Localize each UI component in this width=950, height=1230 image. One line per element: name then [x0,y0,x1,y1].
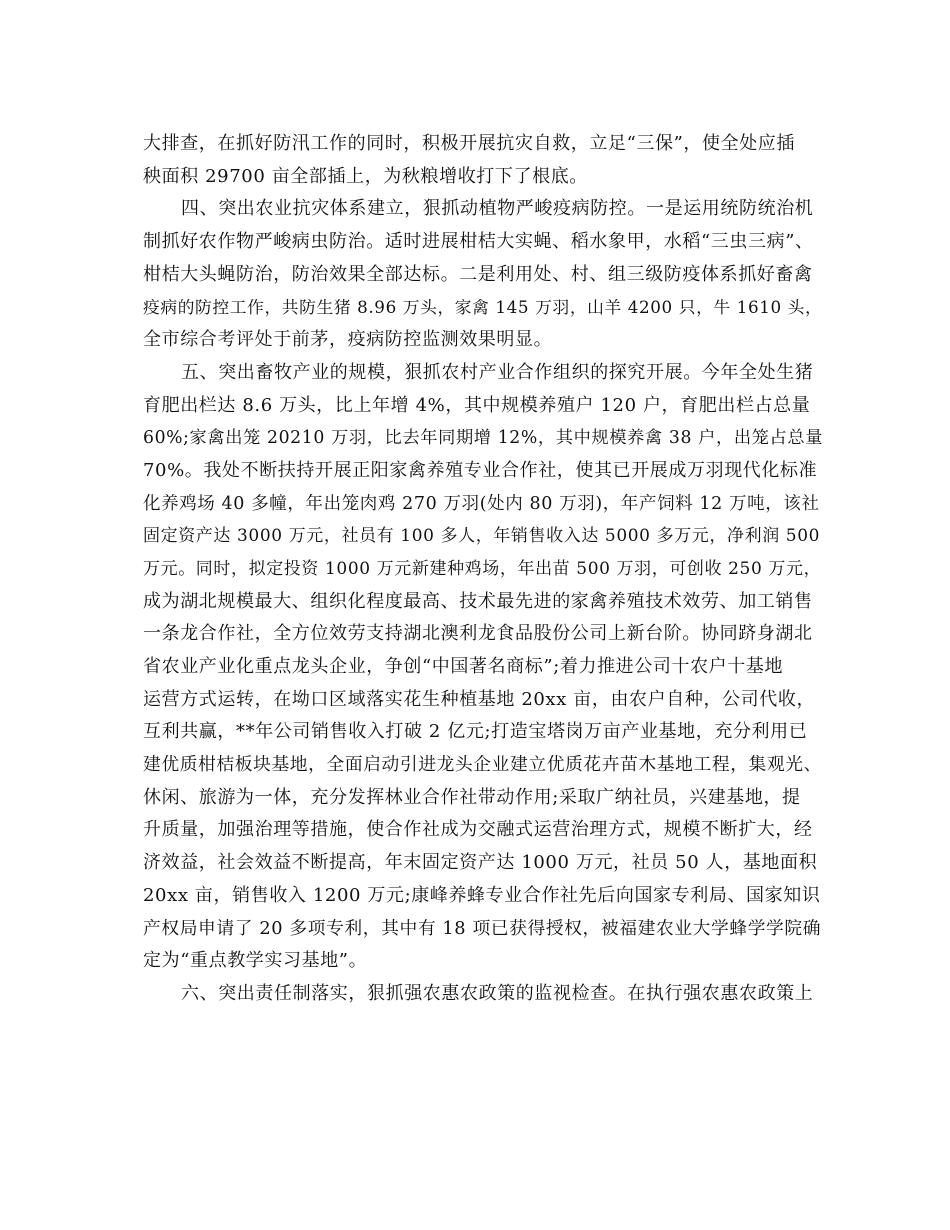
paragraph-start-line: 四、突出农业抗灾体系建立，狠抓动植物严峻疫病防控。一是运用统防统治机 [181,198,814,220]
text-line: 济效益，社会效益不断提高，年末固定资产达 1000 万元，社员 50 人，基地面积 [143,852,818,874]
text-line: 20xx 亩，销售收入 1200 万元;康峰养蜂专业合作社先后向国家专利局、国家知识 [143,884,821,906]
text-line: 固定资产达 3000 万元，社员有 100 多人，年销售收入达 5000 多万元，净利润 500 [143,526,821,547]
text-line: 全市综合考评处于前茅，疫病防控监测效果明显。 [143,329,553,351]
text-line: 万元。同时，拟定投资 1000 万元新建种鸡场，年出苗 500 万羽，可创收 250 万元， [143,558,822,579]
text-line: 成为湖北规模最大、组织化程度最高、技术最先进的家禽养殖技术效劳、加工销售 [143,590,813,612]
text-line: 运营方式运转，在坳口区域落实花生种植基地 20xx 亩，由农户自种，公司代收， [143,688,816,710]
document-body [143,128,823,1011]
text-line: 省农业产业化重点龙头企业，争创“中国著名商标”;着力推进公司十农户十基地 [143,656,784,677]
text-line: 产权局申请了 20 多项专利，其中有 18 项已获得授权，被福建农业大学蜂学学院确 [143,918,822,939]
text-line: 大排查，在抓好防汛工作的同时，积极开展抗灾自救，立足“三保”，使全处应插 [143,133,796,154]
text-line: 60%;家禽出笼 20210 万羽，比去年同期增 12%，其中规模养禽 38 户，出笼占总量 [143,428,824,449]
text-line: 一条龙合作社，全方位效劳支持湖北澳利龙食品股份公司上新台阶。协同跻身湖北 [143,623,813,645]
text-line: 制抓好农作物严峻病虫防治。适时进展柑桔大实蝇、稻水象甲，水稻“三虫三病”、 [143,231,814,253]
text-line: 育肥出栏达 8.6 万头，比上年增 4%，其中规模养殖户 120 户，育肥出栏占总量 [143,394,811,416]
text-line: 化养鸡场 40 多幢，年出笼肉鸡 270 万羽(处内 80 万羽)，年产饲料 12 万吨，该社 [143,493,820,514]
text-line: 疫病的防控工作，共防生猪 8.96 万头，家禽 145 万羽，山羊 4200 只，牛 1610 头， [143,297,823,318]
text-line: 休闲、旅游为一体，充分发挥林业合作社带动作用;采取广纳社员，兴建基地，提 [143,786,801,808]
text-line: 定为“重点教学实习基地”。 [143,950,368,972]
paragraph-start-line: 五、突出畜牧产业的规模，狠抓农村产业合作组织的探究开展。今年全处生猪 [181,361,814,383]
paragraph-start-line: 六、突出责任制落实，狠抓强农惠农政策的监视检查。在执行强农惠农政策上 [181,982,814,1004]
text-line: 柑桔大头蝇防治，防治效果全部达标。二是利用处、村、组三级防疫体系抓好畜禽 [143,263,813,285]
text-line: 升质量，加强治理等措施，使合作社成为交融式运营治理方式，规模不断扩大，经 [143,819,813,841]
text-line: 秧面积 29700 亩全部插上，为秋粮增收打下了根底。 [143,165,588,187]
text-line: 互利共赢，**年公司销售收入打破 2 亿元;打造宝塔岗万亩产业基地，充分利用已 [143,721,808,743]
text-line: 建优质柑桔板块基地，全面启动引进龙头企业建立优质花卉苗木基地工程，集观光、 [143,755,822,776]
text-line: 70%。我处不断扶持开展正阳家禽养殖专业合作社，使其已开展成万羽现代化标准 [143,459,818,481]
